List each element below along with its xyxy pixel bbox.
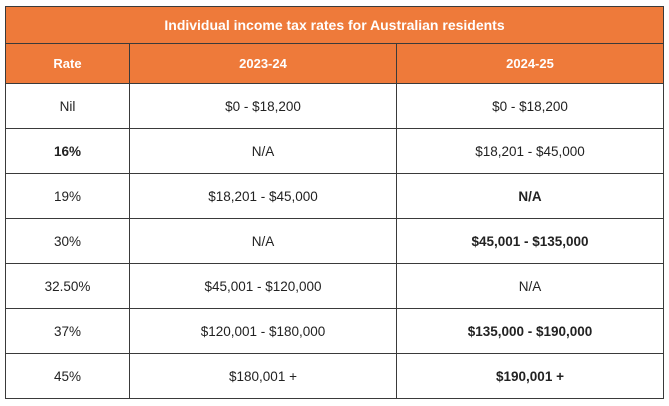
- threshold-2024-25-cell: $135,000 - $190,000: [397, 309, 664, 354]
- threshold-2023-24-cell: $120,001 - $180,000: [130, 309, 397, 354]
- threshold-2024-25-cell: $18,201 - $45,000: [397, 129, 664, 174]
- rate-cell: 30%: [6, 219, 130, 264]
- column-header-2024-25: 2024-25: [397, 44, 664, 84]
- threshold-2023-24-cell: $45,001 - $120,000: [130, 264, 397, 309]
- threshold-2024-25-cell: $45,001 - $135,000: [397, 219, 664, 264]
- threshold-2024-25-cell: $0 - $18,200: [397, 84, 664, 129]
- table-header-row: [6, 44, 664, 84]
- column-header-2023-24: 2023-24: [130, 44, 397, 84]
- tax-rates-table-container: [5, 6, 663, 399]
- threshold-2024-25-cell: N/A: [397, 264, 664, 309]
- rate-cell: Nil: [6, 84, 130, 129]
- rate-cell: 45%: [6, 354, 130, 399]
- threshold-2024-25-cell: N/A: [397, 174, 664, 219]
- table-row: [6, 354, 664, 399]
- threshold-2023-24-cell: $180,001 +: [130, 354, 397, 399]
- table-title: Individual income tax rates for Australian residents: [6, 7, 664, 44]
- rate-cell: 32.50%: [6, 264, 130, 309]
- table-row: [6, 309, 664, 354]
- tax-rates-table: [5, 6, 664, 399]
- table-row: [6, 264, 664, 309]
- threshold-2023-24-cell: $18,201 - $45,000: [130, 174, 397, 219]
- table-title-row: [6, 7, 664, 44]
- threshold-2023-24-cell: N/A: [130, 219, 397, 264]
- table-row: [6, 219, 664, 264]
- rate-cell: 16%: [6, 129, 130, 174]
- threshold-2023-24-cell: $0 - $18,200: [130, 84, 397, 129]
- rate-cell: 37%: [6, 309, 130, 354]
- rate-cell: 19%: [6, 174, 130, 219]
- threshold-2023-24-cell: N/A: [130, 129, 397, 174]
- table-row: [6, 129, 664, 174]
- threshold-2024-25-cell: $190,001 +: [397, 354, 664, 399]
- column-header-rate: Rate: [6, 44, 130, 84]
- table-row: [6, 84, 664, 129]
- table-row: [6, 174, 664, 219]
